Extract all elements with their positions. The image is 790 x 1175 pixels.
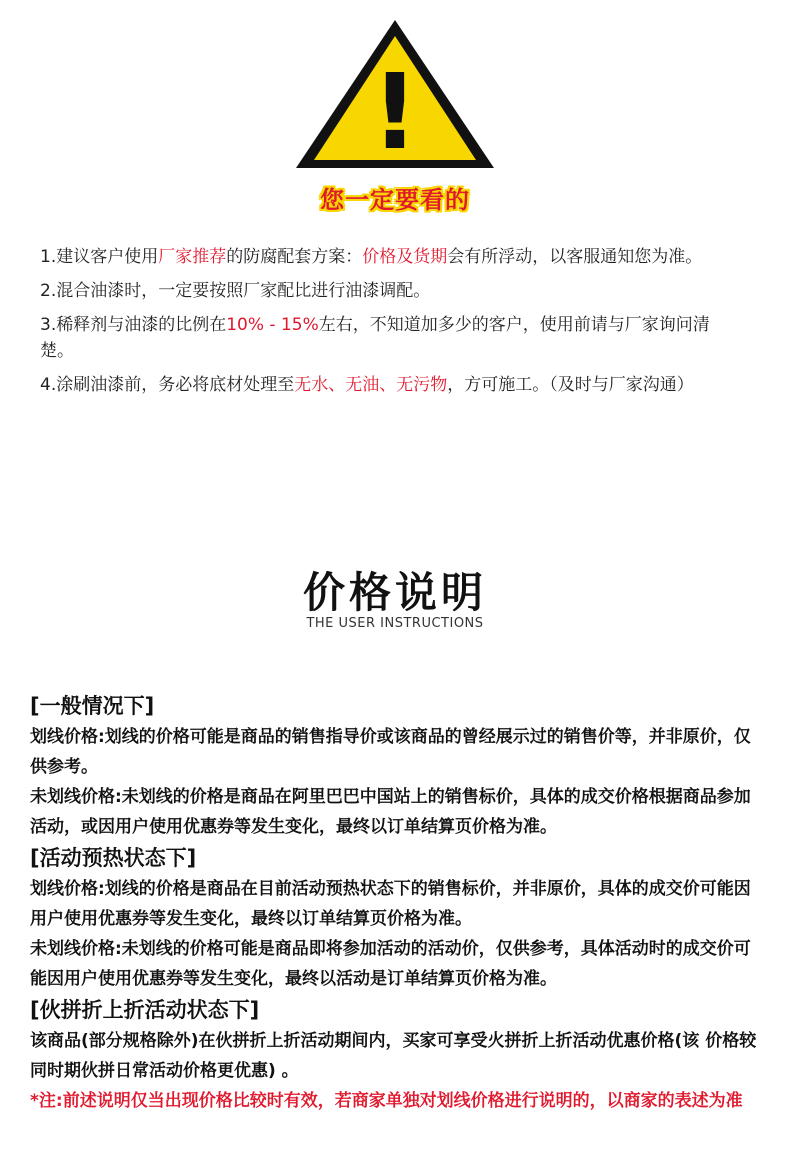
section-paragraph: 未划线价格:未划线的价格可能是商品即将参加活动的活动价，仅供参考，具体活动时的成交价可能因用户使用优惠券等发生变化，最终以活动是订单结算页价格为准。 — [30, 939, 751, 989]
note-item: 1.建议客户使用厂家推荐的防腐配套方案：价格及货期会有所浮动，以客服通知您为准。 — [40, 247, 703, 267]
warning-exclamation: ! — [371, 51, 419, 173]
note-item: 3.稀释剂与油漆的比例在10% - 15%左右，不知道加多少的客户，使用前请与厂家询问清楚。 — [40, 315, 710, 361]
section-paragraph: 该商品(部分规格除外)在伙拼折上折活动期间内，买家可享受火拼折上折活动优惠价格(该 价格较同时期伙拼日常活动价格更优惠) 。 — [30, 1031, 757, 1081]
notes-list — [40, 244, 740, 406]
note-item: 2.混合油漆时，一定要按照厂家配比进行油漆调配。 — [40, 281, 431, 301]
section-paragraph: 未划线价格:未划线的价格是商品在阿里巴巴中国站上的销售标价，具体的成交价格根据商品参加活动，或因用户使用优惠券等发生变化，最终以订单结算页价格为准。 — [30, 787, 751, 837]
section-heading: [一般情况下] — [30, 694, 155, 718]
warning-triangle-icon — [290, 14, 500, 176]
section-heading: [活动预热状态下] — [30, 846, 197, 870]
price-subtitle: THE USER INSTRUCTIONS — [306, 616, 484, 631]
warning-title: 您一定要看的 — [320, 186, 470, 214]
section-paragraph: 划线价格:划线的价格可能是商品的销售指导价或该商品的曾经展示过的销售价等，并非原价，仅供参考。 — [30, 727, 751, 777]
footnote: *注:前述说明仅当出现价格比较时有效，若商家单独对划线价格进行说明的，以商家的表述为准 — [30, 1091, 743, 1111]
section-paragraph: 划线价格:划线的价格是商品在目前活动预热状态下的销售标价，并非原价，具体的成交价可能因用户使用优惠券等发生变化，最终以订单结算页价格为准。 — [30, 879, 751, 929]
note-item: 4.涂刷油漆前，务必将底材处理至无水、无油、无污物，方可施工。（及时与厂家沟通） — [40, 375, 694, 395]
price-title: 价格说明 — [302, 568, 487, 617]
price-body — [30, 690, 765, 1116]
warning-banner — [0, 12, 790, 212]
section-heading: [伙拼折上折活动状态下] — [30, 998, 260, 1022]
